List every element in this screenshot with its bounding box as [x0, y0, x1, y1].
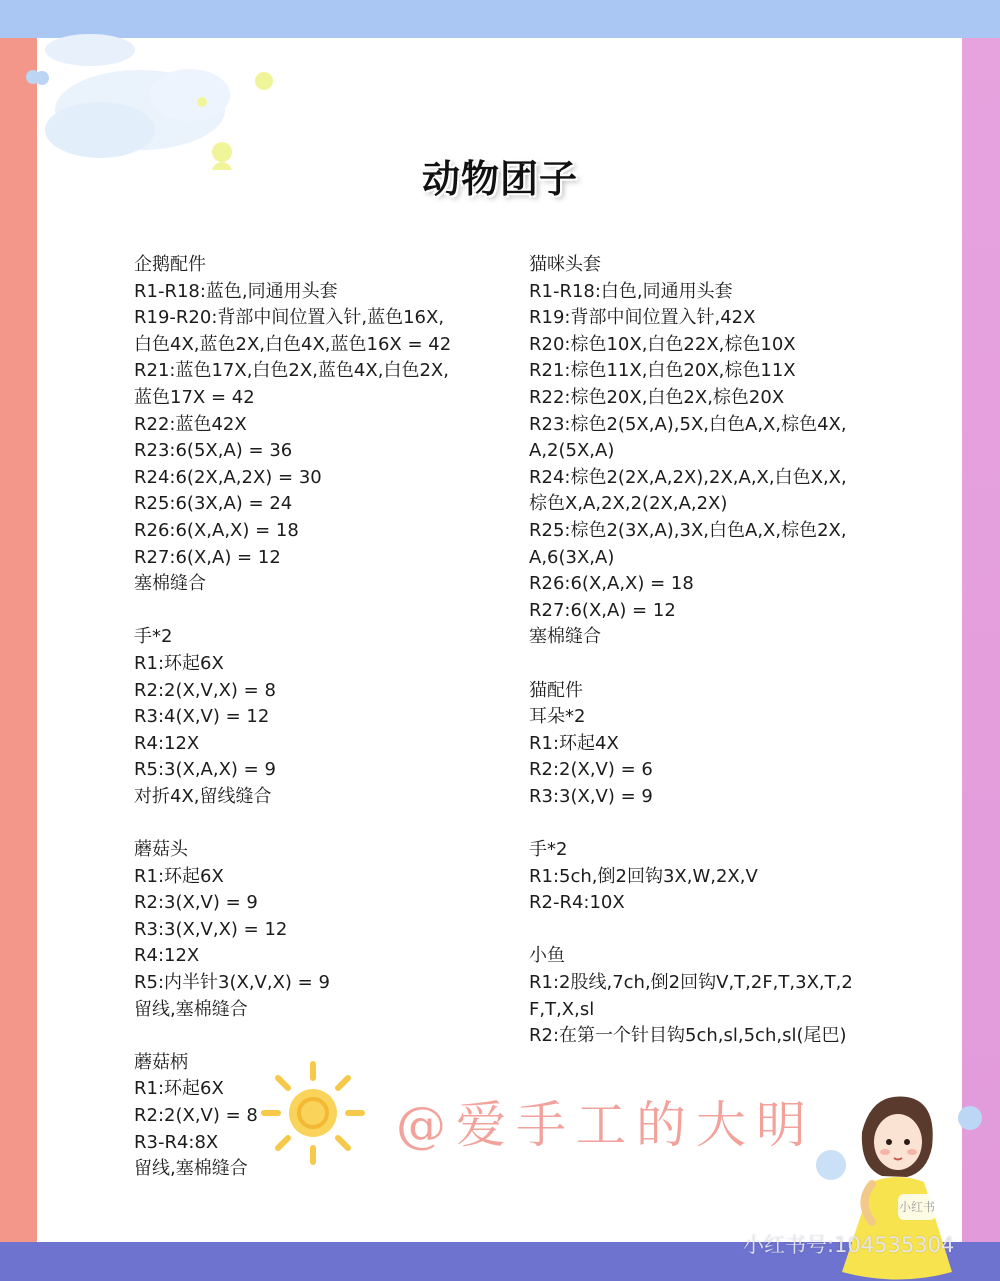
- pattern-row: R2-R4:10X: [529, 892, 625, 914]
- pattern-row: F,T,X,sl: [529, 998, 595, 1020]
- watermark: 小红书号:104535304: [743, 1233, 955, 1257]
- section-heading: 蘑菇头: [134, 839, 188, 861]
- pattern-row: 蓝色17X = 42: [134, 386, 255, 408]
- pattern-row: R1-R18:蓝色,同通用头套: [134, 280, 338, 302]
- pattern-section: [134, 252, 494, 598]
- pattern-row: R4:12X: [134, 732, 200, 754]
- pattern-row: 耳朵*2: [529, 706, 586, 728]
- pattern-section: [529, 678, 874, 811]
- pattern-row: R24:棕色2(2X,A,2X),2X,A,X,白色X,X,: [529, 466, 847, 488]
- pattern-row: 棕色X,A,2X,2(2X,A,2X): [529, 493, 728, 515]
- pattern-row: R2:3(X,V) = 9: [134, 892, 258, 914]
- section-heading: 企鹅配件: [134, 254, 206, 275]
- pattern-row: R26:6(X,A,X) = 18: [134, 519, 299, 541]
- pattern-row: R19-R20:背部中间位置入针,蓝色16X,: [134, 307, 445, 329]
- decor-dot: [255, 72, 273, 90]
- xiaohongshu-logo: 小红书: [898, 1194, 936, 1220]
- author-handle: @爱手工的大明: [396, 1096, 816, 1154]
- decor-dot: [816, 1150, 846, 1180]
- pattern-row: R4:12X: [134, 945, 200, 967]
- pattern-row: R3:3(X,V) = 9: [529, 785, 653, 807]
- pattern-row: R2:2(X,V,X) = 8: [134, 679, 276, 701]
- pattern-row: R24:6(2X,A,2X) = 30: [134, 466, 322, 488]
- pattern-section: [529, 252, 874, 651]
- pattern-row: R1:2股线,7ch,倒2回钩V,T,2F,T,3X,T,2: [529, 972, 853, 994]
- section-heading: 猫咪头套: [529, 254, 601, 275]
- pattern-row: R22:蓝色42X: [134, 413, 247, 435]
- pattern-row: R27:6(X,A) = 12: [134, 546, 281, 568]
- right-border: [962, 38, 1000, 1242]
- pattern-row: 塞棉缝合: [529, 626, 601, 648]
- pattern-row: R1:环起6X: [134, 865, 224, 887]
- pattern-row: R3:4(X,V) = 12: [134, 706, 270, 728]
- pattern-row: R1:环起4X: [529, 732, 619, 754]
- pattern-row: R25:棕色2(3X,A),3X,白色A,X,棕色2X,: [529, 519, 847, 541]
- pattern-row: 留线,塞棉缝合: [134, 1158, 248, 1180]
- right-column: [529, 252, 874, 1076]
- pattern-row: 对折4X,留线缝合: [134, 785, 272, 807]
- pattern-row: R21:棕色11X,白色20X,棕色11X: [529, 360, 796, 382]
- section-heading: 手*2: [134, 626, 173, 648]
- pattern-row: R25:6(3X,A) = 24: [134, 493, 293, 515]
- pattern-row: R1:环起6X: [134, 652, 224, 674]
- pattern-row: R21:蓝色17X,白色2X,蓝色4X,白色2X,: [134, 360, 449, 382]
- pattern-row: R3:3(X,V,X) = 12: [134, 918, 288, 940]
- pattern-row: R27:6(X,A) = 12: [529, 599, 676, 621]
- decor-dot: [26, 70, 40, 84]
- section-heading: 手*2: [529, 839, 568, 861]
- decor-dot: [212, 142, 232, 162]
- pattern-section: [529, 943, 874, 1049]
- pattern-section: [134, 837, 494, 1023]
- pattern-row: R3-R4:8X: [134, 1131, 219, 1153]
- pattern-row: A,6(3X,A): [529, 546, 615, 568]
- pattern-row: R5:内半针3(X,V,X) = 9: [134, 972, 330, 994]
- section-heading: 猫配件: [529, 679, 583, 701]
- pattern-row: R23:棕色2(5X,A),5X,白色A,X,棕色4X,: [529, 413, 847, 435]
- pattern-row: R2:2(X,V) = 6: [529, 759, 653, 781]
- decor-dot: [958, 1106, 982, 1130]
- pattern-row: A,2(5X,A): [529, 440, 615, 462]
- pattern-row: R5:3(X,A,X) = 9: [134, 759, 276, 781]
- pattern-row: R23:6(5X,A) = 36: [134, 440, 293, 462]
- pattern-row: R22:棕色20X,白色2X,棕色20X: [529, 386, 785, 408]
- pattern-row: R20:棕色10X,白色22X,棕色10X: [529, 333, 796, 355]
- pattern-row: R19:背部中间位置入针,42X: [529, 307, 756, 329]
- section-heading: 蘑菇柄: [134, 1051, 188, 1073]
- pattern-row: 塞棉缝合: [134, 573, 206, 595]
- pattern-row: R1:环起6X: [134, 1078, 224, 1100]
- pattern-section: [529, 837, 874, 917]
- pattern-row: 留线,塞棉缝合: [134, 998, 248, 1020]
- pattern-row: R2:在第一个针目钩5ch,sl,5ch,sl(尾巴): [529, 1025, 847, 1047]
- section-heading: 小鱼: [529, 945, 565, 967]
- sun-icon: [258, 1058, 368, 1168]
- page-title: 动物团子: [421, 157, 578, 201]
- pattern-row: R26:6(X,A,X) = 18: [529, 573, 694, 595]
- pattern-row: R1-R18:白色,同通用头套: [529, 280, 733, 302]
- pattern-row: R2:2(X,V) = 8: [134, 1105, 258, 1126]
- pattern-section: [134, 624, 494, 810]
- pattern-row: R1:5ch,倒2回钩3X,W,2X,V: [529, 865, 758, 887]
- pattern-row: 白色4X,蓝色2X,白色4X,蓝色16X = 42: [134, 333, 452, 355]
